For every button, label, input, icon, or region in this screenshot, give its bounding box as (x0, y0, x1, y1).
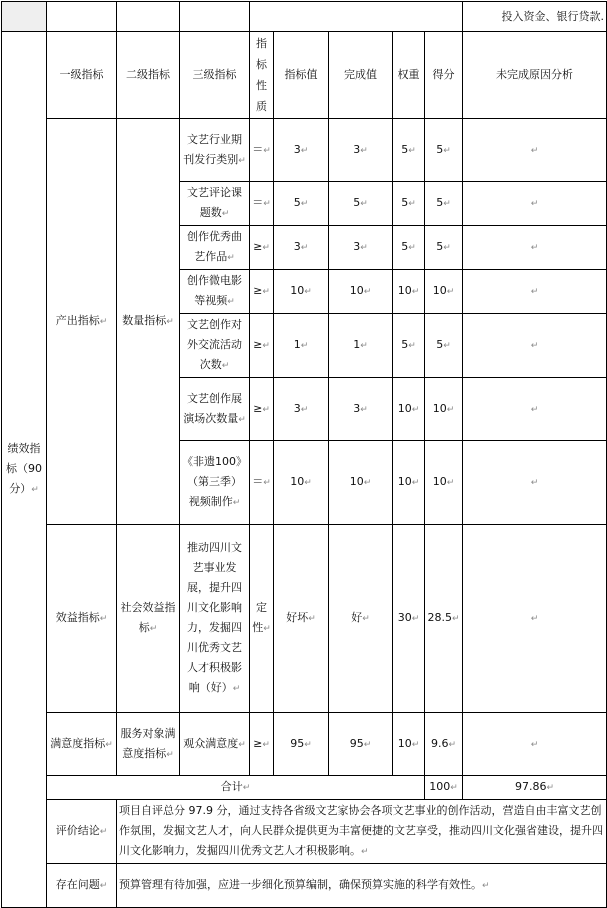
indicator-target: 3↵ (274, 226, 329, 270)
indicator-nature: 定性↵ (250, 525, 274, 713)
header-nature: 指标性质 (250, 32, 274, 119)
indicator-target: 3↵ (274, 378, 329, 441)
header-target: 指标值 (274, 32, 329, 119)
header-level3: 三级指标 (180, 32, 250, 119)
header-score: 得分 (425, 32, 463, 119)
indicator-score: 5↵ (425, 226, 463, 270)
indicator-score: 5↵ (425, 182, 463, 226)
conclusion-label: 评价结论↵ (47, 800, 117, 864)
indicator-weight: 10↵ (393, 441, 425, 525)
indicator-weight: 5↵ (393, 314, 425, 378)
header-actual: 完成值 (329, 32, 393, 119)
indicator-nature: ≥↵ (250, 270, 274, 314)
indicator-nature: ＝↵ (250, 119, 274, 182)
indicator-score: 10↵ (425, 378, 463, 441)
total-score: 97.86↵ (463, 776, 607, 800)
indicator-target: 95↵ (274, 713, 329, 776)
indicator-score: 5↵ (425, 119, 463, 182)
indicator-name: 观众满意度↵ (180, 713, 250, 776)
indicator-reason: ↵ (463, 226, 607, 270)
indicator-reason: ↵ (463, 182, 607, 226)
indicator-weight: 5↵ (393, 226, 425, 270)
indicator-reason: ↵ (463, 270, 607, 314)
indicator-actual: 3↵ (329, 226, 393, 270)
group-service: 服务对象满意度指标↵ (117, 713, 180, 776)
perf-label: 绩效指标（90分）↵ (2, 32, 47, 908)
problems-label: 存在问题↵ (47, 864, 117, 908)
indicator-reason: ↵ (463, 441, 607, 525)
group-output: 产出指标↵ (47, 119, 117, 525)
header-level1: 一级指标 (47, 32, 117, 119)
group-social: 社会效益指标↵ (117, 525, 180, 713)
indicator-name: 文艺创作展演场次数量↵ (180, 378, 250, 441)
indicator-weight: 30↵ (393, 525, 425, 713)
table-row (2, 713, 607, 776)
total-weight: 100↵ (425, 776, 463, 800)
indicator-reason: ↵ (463, 713, 607, 776)
indicator-actual: 3↵ (329, 119, 393, 182)
indicator-actual: 好↵ (329, 525, 393, 713)
group-benefit: 效益指标↵ (47, 525, 117, 713)
indicator-actual: 5↵ (329, 182, 393, 226)
indicator-target: 好坏↵ (274, 525, 329, 713)
table-row (2, 525, 607, 713)
conclusion-text: 项目自评总分 97.9 分，通过支持各省级文艺家协会各项文艺事业的创作活动，营造自由丰富文艺创作氛围，发掘文艺人才，向人民群众提供更为丰富便捷的文艺享受，推动四川文化强省建设，提升四川文化影响力，发掘四川优秀文艺人才积极影响。↵ (117, 800, 607, 864)
indicator-reason: ↵ (463, 314, 607, 378)
indicator-name: 推动四川文艺事业发展，提升四川文化影响力，发掘四川优秀文艺人才积极影响（好）↵ (180, 525, 250, 713)
performance-table (1, 1, 607, 908)
indicator-target: 10↵ (274, 270, 329, 314)
indicator-target: 5↵ (274, 182, 329, 226)
total-label: 合计↵ (47, 776, 425, 800)
indicator-weight: 5↵ (393, 182, 425, 226)
indicator-name: 创作优秀曲艺作品↵ (180, 226, 250, 270)
header-level2: 二级指标 (117, 32, 180, 119)
header-reason: 未完成原因分析 (463, 32, 607, 119)
indicator-actual: 10↵ (329, 270, 393, 314)
indicator-nature: ＝↵ (250, 182, 274, 226)
indicator-actual: 10↵ (329, 441, 393, 525)
indicator-nature: ≥↵ (250, 713, 274, 776)
indicator-weight: 10↵ (393, 270, 425, 314)
indicator-nature: ≥↵ (250, 378, 274, 441)
indicator-score: 28.5↵ (425, 525, 463, 713)
indicator-name: 创作微电影等视频↵ (180, 270, 250, 314)
conclusion-row (2, 800, 607, 864)
indicator-nature: ≥↵ (250, 226, 274, 270)
indicator-name: 文艺评论课题数↵ (180, 182, 250, 226)
indicator-reason: ↵ (463, 119, 607, 182)
indicator-score: 9.6↵ (425, 713, 463, 776)
header-row (2, 32, 607, 119)
indicator-actual: 3↵ (329, 378, 393, 441)
problems-row (2, 864, 607, 908)
indicator-actual: 1↵ (329, 314, 393, 378)
indicator-weight: 5↵ (393, 119, 425, 182)
indicator-name: 《非遗100》（第三季）视频制作↵ (180, 441, 250, 525)
indicator-name: 文艺创作对外交流活动次数↵ (180, 314, 250, 378)
indicator-target: 3↵ (274, 119, 329, 182)
indicator-actual: 95↵ (329, 713, 393, 776)
indicator-score: 10↵ (425, 441, 463, 525)
indicator-target: 10↵ (274, 441, 329, 525)
table-row (2, 119, 607, 182)
indicator-reason: ↵ (463, 525, 607, 713)
top-note: 投入资金、银行贷款. (463, 2, 607, 32)
total-row (2, 776, 607, 800)
top-row (2, 2, 607, 32)
indicator-weight: 10↵ (393, 378, 425, 441)
indicator-name: 文艺行业期刊发行类别↵ (180, 119, 250, 182)
indicator-nature: ＝↵ (250, 441, 274, 525)
indicator-score: 5↵ (425, 314, 463, 378)
indicator-reason: ↵ (463, 378, 607, 441)
group-quantity: 数量指标↵ (117, 119, 180, 525)
indicator-target: 1↵ (274, 314, 329, 378)
indicator-weight: 10↵ (393, 713, 425, 776)
group-satisfaction: 满意度指标↵ (47, 713, 117, 776)
problems-text: 预算管理有待加强，应进一步细化预算编制，确保预算实施的科学有效性。↵ (117, 864, 607, 908)
header-weight: 权重 (393, 32, 425, 119)
indicator-nature: ≥↵ (250, 314, 274, 378)
indicator-score: 10↵ (425, 270, 463, 314)
